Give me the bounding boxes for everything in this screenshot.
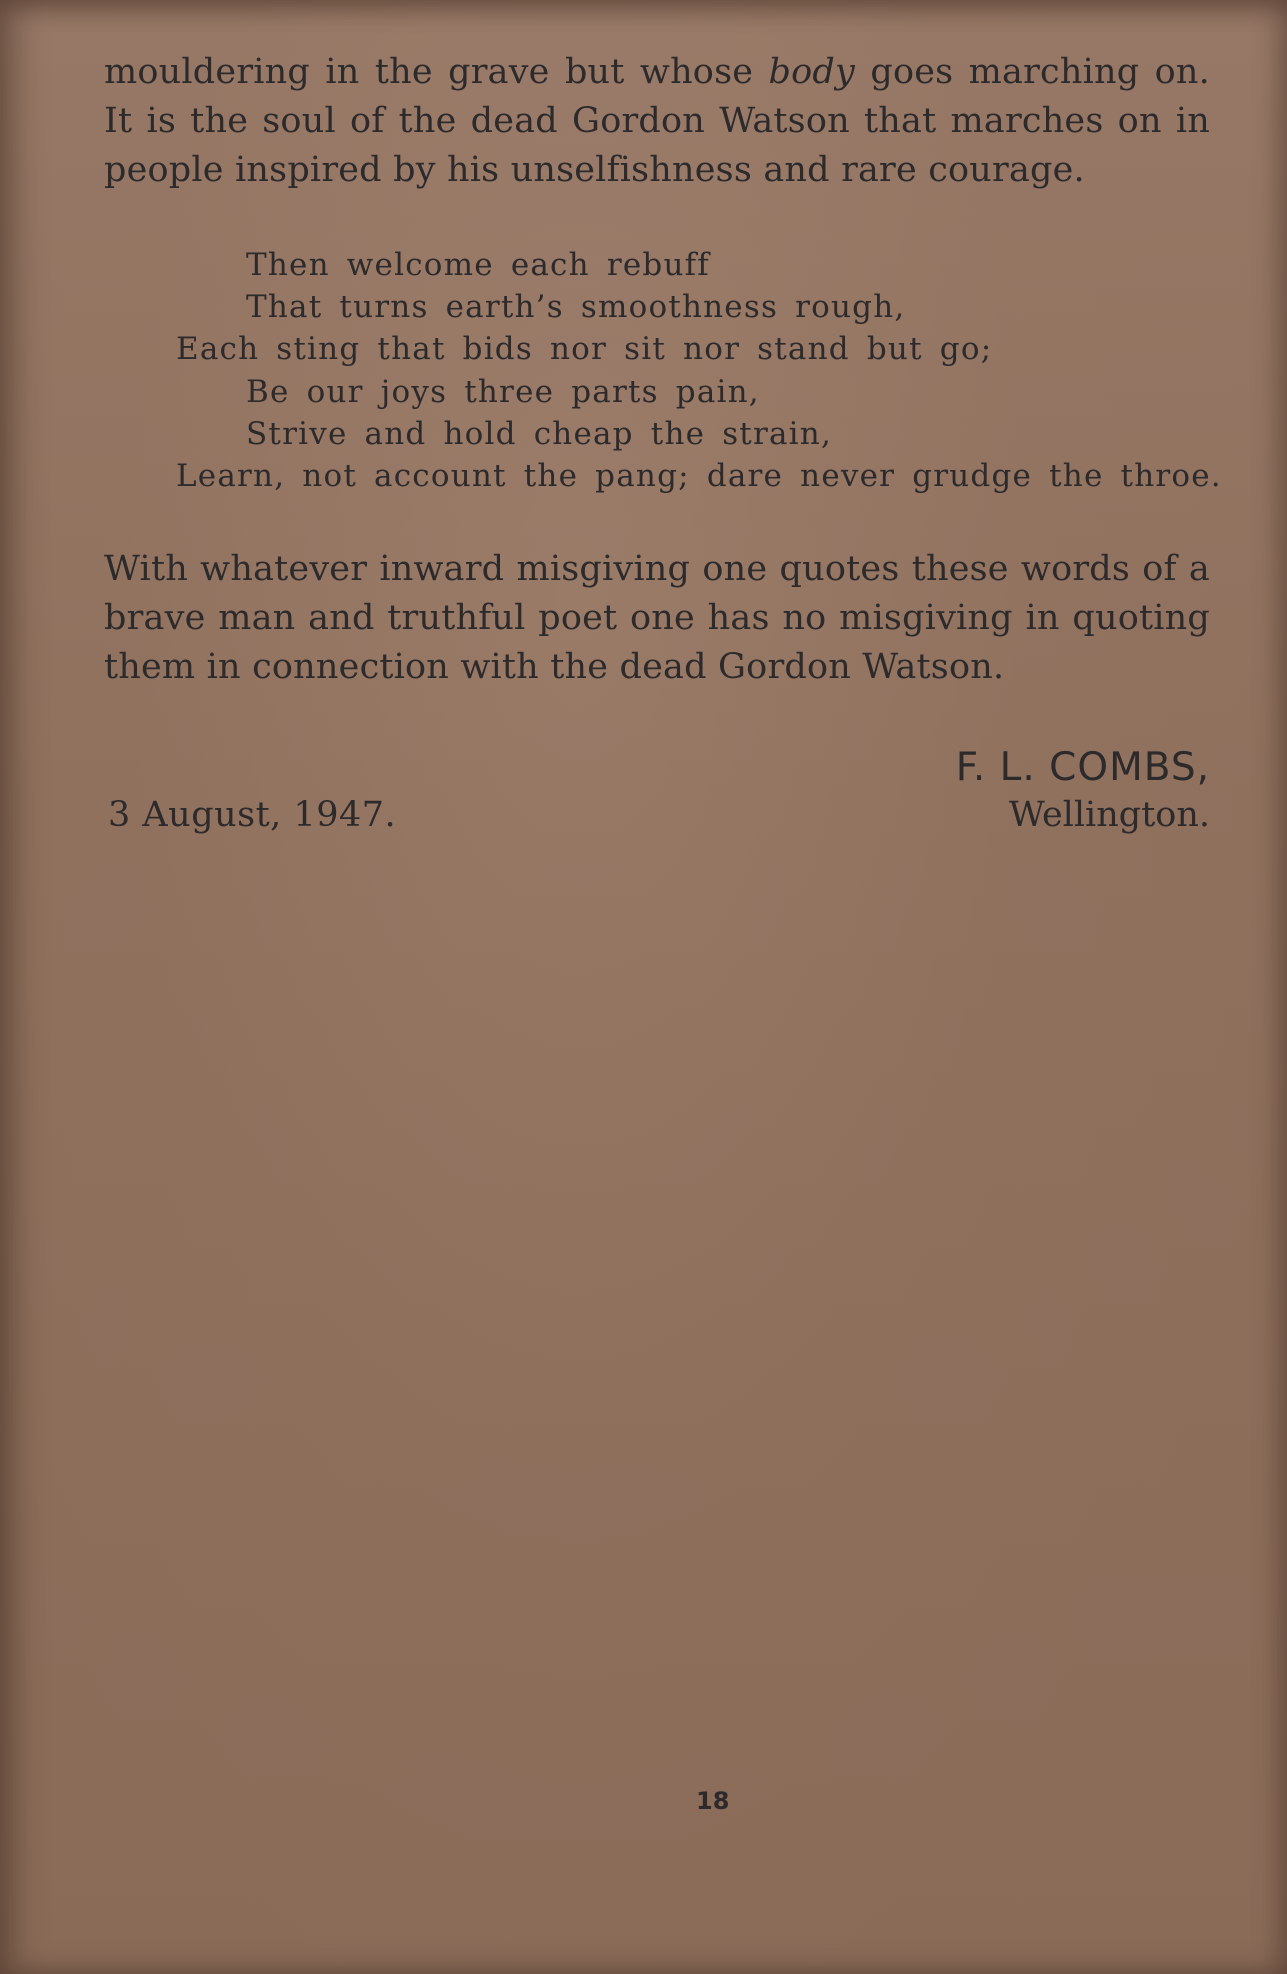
poem-line: Then welcome each rebuff <box>246 247 710 283</box>
closing-paragraph: With whatever inward misgiving one quotes these words of a brave man and truthful poet one has no misgiving in quoting them in connection with the dead Gordon Watson. <box>104 549 1210 687</box>
poem-line: Each sting that bids nor sit nor stand but go; <box>176 331 993 367</box>
date-line: 3 August, 1947. <box>108 795 397 835</box>
italic-word: body <box>768 52 855 92</box>
opening-paragraph-text-end: goes marching on. It is the soul of the dead Gordon Watson that marches on in people inspired by his unselfishness and rare courage. <box>104 52 1211 190</box>
poem-line: Be our joys three parts pain, <box>246 374 760 410</box>
opening-paragraph <box>104 48 1210 195</box>
poem-line: That turns earth’s smoothness rough, <box>246 289 906 325</box>
poem-line: Strive and hold cheap the strain, <box>246 416 833 452</box>
opening-paragraph-text-start: mouldering in the grave but whose <box>104 52 769 92</box>
page-number: 18 <box>696 1787 730 1815</box>
author-signature: F. L. COMBS, <box>955 745 1210 790</box>
place-line: Wellington. <box>1008 795 1210 835</box>
poem-line: Learn, not account the pang; dare never grudge the throe. <box>176 458 1222 494</box>
